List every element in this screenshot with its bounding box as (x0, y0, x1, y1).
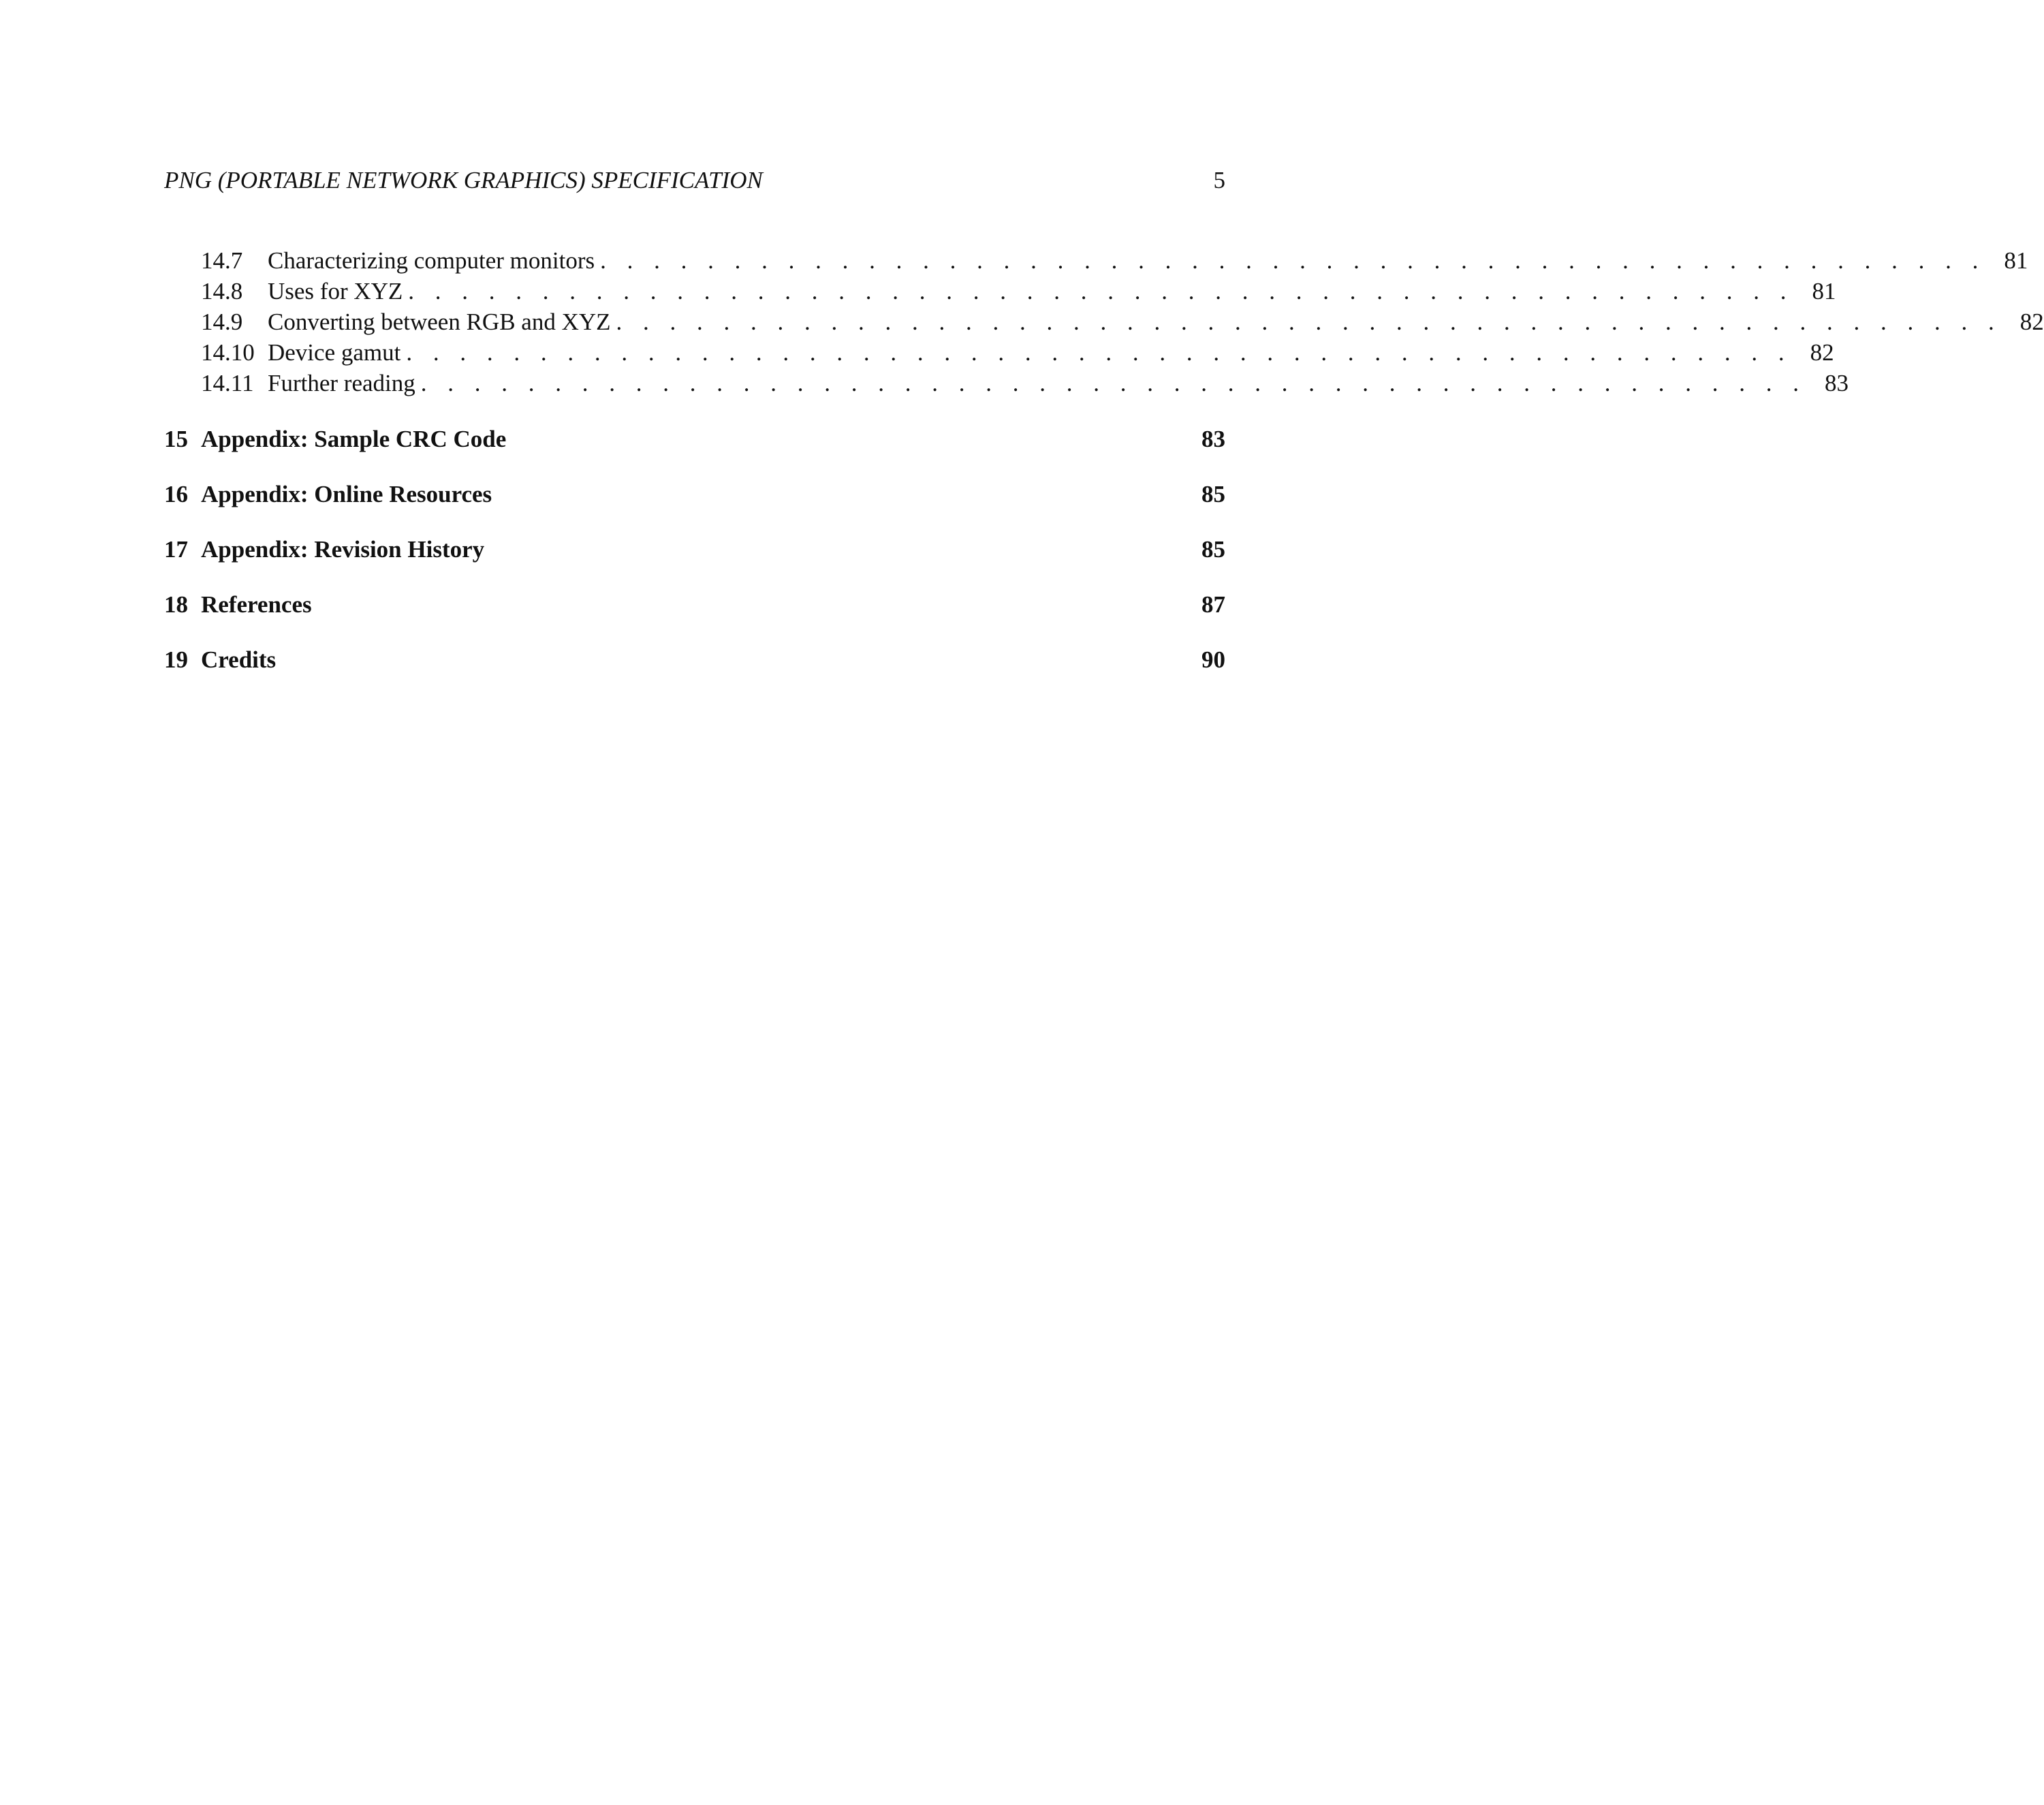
toc-section-17[interactable] (164, 532, 1225, 567)
toc-entry-14-11[interactable] (164, 368, 1849, 398)
toc-section-19[interactable] (164, 642, 1225, 678)
page-number: 5 (1213, 167, 1225, 193)
toc-entry-page: 82 (2019, 309, 2044, 335)
toc-entry-title: Converting between RGB and XYZ (268, 309, 611, 335)
toc-entry-title: Device gamut (268, 339, 401, 366)
toc-entry-number: 14.10 (201, 339, 255, 366)
toc-section-number: 15 (164, 426, 188, 452)
toc-entry-14-7[interactable] (164, 245, 2028, 276)
toc-section-15[interactable] (164, 422, 1225, 457)
table-of-contents (164, 245, 2044, 678)
toc-entry-page: 81 (1812, 278, 1836, 304)
toc-entry-number: 14.8 (201, 278, 243, 304)
dot-leader: . . . . . . . . . . . . . . . . . . . . . . . . . . . . . . . . . . . . . . . . . . . . . . . . . . . . (408, 278, 1794, 304)
running-title: PNG (PORTABLE NETWORK GRAPHICS) SPECIFICATION (164, 167, 763, 193)
toc-section-title: References (201, 591, 312, 618)
toc-section-number: 18 (164, 591, 188, 618)
toc-entry-number: 14.7 (201, 247, 243, 274)
toc-entry-14-10[interactable] (164, 337, 1834, 368)
toc-entry-page: 82 (1810, 339, 1834, 366)
toc-entry-14-9[interactable] (164, 307, 2044, 337)
toc-section-18[interactable] (164, 587, 1225, 623)
toc-section-16[interactable] (164, 477, 1225, 512)
toc-entry-title: Uses for XYZ (268, 278, 403, 304)
toc-section-title: Credits (201, 646, 277, 673)
toc-entry-page: 81 (2004, 247, 2028, 274)
toc-entry-number: 14.9 (201, 309, 243, 335)
toc-section-page: 85 (1201, 536, 1225, 563)
toc-section-title: Appendix: Sample CRC Code (201, 426, 507, 452)
dot-leader: . . . . . . . . . . . . . . . . . . . . . . . . . . . . . . . . . . . . . . . . . . . . . . . . . . . . (616, 309, 2002, 335)
toc-entry-page: 83 (1824, 370, 1849, 396)
dot-leader: . . . . . . . . . . . . . . . . . . . . . . . . . . . . . . . . . . . . . . . . . . . . . . . . . . . . (420, 370, 1806, 396)
toc-section-number: 17 (164, 536, 188, 563)
toc-section-page: 90 (1201, 646, 1225, 673)
toc-section-title: Appendix: Revision History (201, 536, 485, 563)
toc-entry-number: 14.11 (201, 370, 254, 396)
toc-section-page: 85 (1201, 481, 1225, 507)
toc-section-number: 16 (164, 481, 188, 507)
toc-section-number: 19 (164, 646, 188, 673)
toc-section-title: Appendix: Online Resources (201, 481, 492, 507)
toc-entry-title: Further reading (268, 370, 415, 396)
toc-entry-title: Characterizing computer monitors (268, 247, 595, 274)
toc-section-page: 83 (1201, 426, 1225, 452)
dot-leader: . . . . . . . . . . . . . . . . . . . . . . . . . . . . . . . . . . . . . . . . . . . . . . . . . . . . (406, 339, 1792, 366)
dot-leader: . . . . . . . . . . . . . . . . . . . . . . . . . . . . . . . . . . . . . . . . . . . . . . . . . . . . (600, 247, 1986, 274)
toc-entry-14-8[interactable] (164, 276, 1836, 307)
toc-section-page: 87 (1201, 591, 1225, 618)
running-header (164, 163, 1225, 198)
